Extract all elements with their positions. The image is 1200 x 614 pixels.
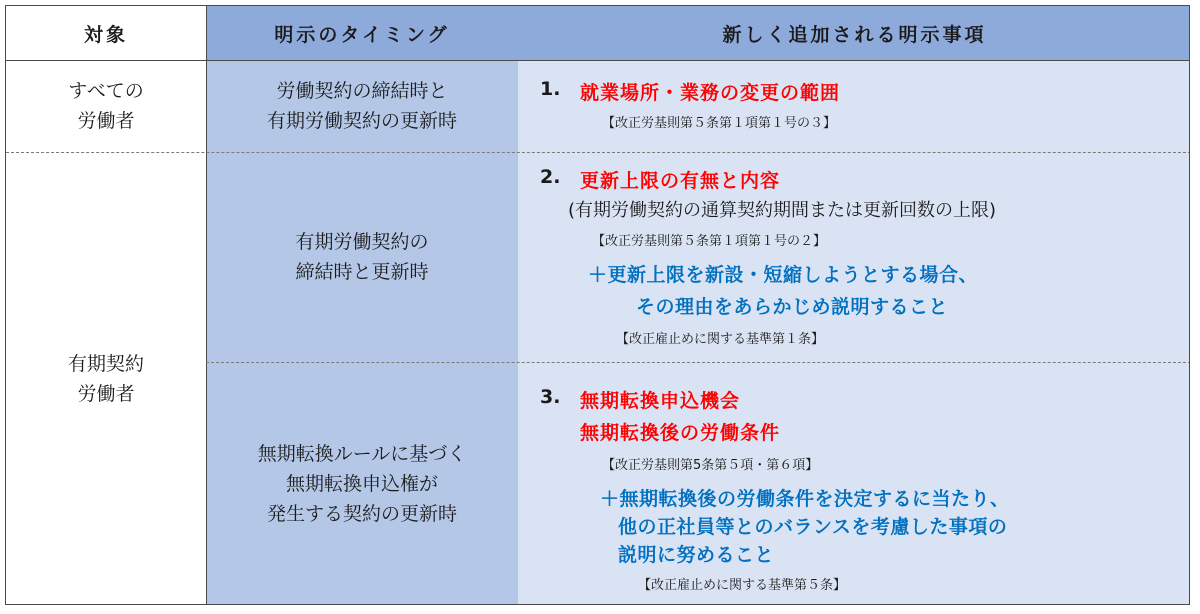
target-all-workers: [6, 60, 206, 152]
timing-a-line1: 有期労働契約の: [295, 231, 429, 253]
item3-note-line1: ＋無期転換後の労働条件を決定するに当たり、: [600, 488, 1010, 510]
timing-b-line1: 無期転換ルールに基づく: [257, 443, 467, 465]
header-timing: [206, 6, 518, 60]
divider: [6, 60, 1190, 61]
item3-number: 3.: [540, 386, 561, 408]
item3-title2: 無期転換後の労働条件: [580, 422, 781, 444]
target-fixed-line2: 労働者: [77, 383, 135, 405]
timing-all-workers: [206, 60, 518, 152]
divider: [6, 152, 1190, 153]
item1-title: 就業場所・業務の変更の範囲: [580, 82, 841, 104]
items-conversion: [518, 362, 1190, 605]
header-timing-label: 明示のタイミング: [274, 23, 450, 46]
item2-note-line1: ＋更新上限を新設・短縮しようとする場合、: [588, 264, 979, 286]
disclosure-table: [5, 5, 1190, 605]
item3-reference: 【改正労基則第5条第５項・第６項】: [602, 458, 819, 473]
item2-description: (有期労働契約の通算契約期間または更新回数の上限): [568, 200, 997, 221]
header-target: [6, 6, 206, 60]
item3-note-line3: 説明に努めること: [618, 544, 775, 566]
divider: [206, 6, 207, 605]
timing-a-line2: 締結時と更新時: [295, 261, 429, 283]
item3-note-line2: 他の正社員等とのバランスを考慮した事項の: [618, 516, 1008, 538]
header-target-label: 対象: [83, 23, 128, 46]
item3-note-reference: 【改正雇止めに関する基準第５条】: [638, 578, 847, 593]
timing-conversion-right: [206, 362, 518, 605]
target-all-line2: 労働者: [77, 110, 135, 132]
timing-fixed-term-renewal: [206, 152, 518, 362]
header-items-label: 新しく追加される明示事項: [722, 23, 987, 46]
item1-reference: 【改正労基則第５条第１項第１号の３】: [602, 116, 837, 131]
items-renewal-limit: [518, 152, 1190, 362]
timing-all-line1: 労働契約の締結時と: [276, 80, 448, 102]
items-all-workers: [518, 60, 1190, 152]
header-items: [518, 6, 1190, 60]
target-all-line1: すべての: [68, 80, 144, 102]
item2-note-line2: その理由をあらかじめ説明すること: [636, 296, 949, 318]
divider: [206, 362, 1190, 363]
item2-number: 2.: [540, 166, 561, 188]
item2-note-reference: 【改正雇止めに関する基準第１条】: [616, 332, 825, 347]
item1-number: 1.: [540, 78, 561, 100]
item2-title: 更新上限の有無と内容: [580, 170, 781, 192]
timing-b-line3: 発生する契約の更新時: [266, 503, 457, 525]
timing-b-line2: 無期転換申込権が: [285, 473, 438, 495]
timing-all-line2: 有期労働契約の更新時: [266, 110, 457, 132]
target-fixed-term: [6, 152, 206, 605]
item3-title1: 無期転換申込機会: [580, 390, 741, 412]
target-fixed-line1: 有期契約: [67, 353, 144, 375]
item2-reference: 【改正労基則第５条第１項第１号の２】: [592, 234, 827, 249]
